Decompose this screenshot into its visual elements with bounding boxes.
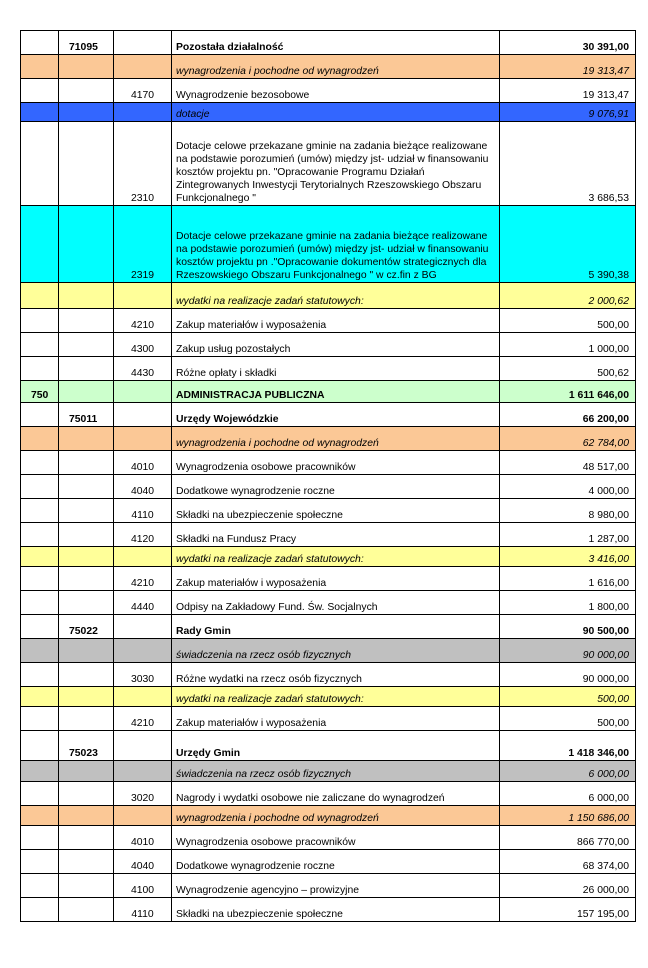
paragraf-cell (114, 403, 172, 427)
opis-cell: Wynagrodzenie agencyjno – prowizyjne (172, 874, 500, 898)
dzial-cell (21, 782, 59, 806)
kwota-cell: 90 000,00 (500, 639, 636, 663)
kwota-cell: 19 313,47 (500, 55, 636, 79)
dzial-cell (21, 333, 59, 357)
kwota-cell: 62 784,00 (500, 427, 636, 451)
table-row (21, 707, 636, 731)
table-row (21, 403, 636, 427)
table-row (21, 874, 636, 898)
rozdzial-cell (59, 591, 114, 615)
paragraf-cell: 2319 (114, 206, 172, 283)
kwota-cell: 2 000,62 (500, 283, 636, 309)
dzial-cell (21, 309, 59, 333)
paragraf-cell: 4040 (114, 475, 172, 499)
table-row (21, 427, 636, 451)
paragraf-cell: 4110 (114, 898, 172, 922)
dzial-cell (21, 615, 59, 639)
kwota-cell: 1 418 346,00 (500, 731, 636, 761)
rozdzial-cell (59, 381, 114, 403)
kwota-cell: 48 517,00 (500, 451, 636, 475)
opis-cell: wydatki na realizacje zadań statutowych: (172, 283, 500, 309)
rozdzial-cell (59, 806, 114, 826)
dzial-cell (21, 687, 59, 707)
dzial-cell (21, 206, 59, 283)
paragraf-cell: 4430 (114, 357, 172, 381)
paragraf-cell (114, 103, 172, 122)
dzial-cell (21, 55, 59, 79)
paragraf-cell (114, 427, 172, 451)
rozdzial-cell (59, 663, 114, 687)
opis-cell: Urzędy Gmin (172, 731, 500, 761)
table-row (21, 663, 636, 687)
table-row (21, 206, 636, 283)
table-row (21, 475, 636, 499)
paragraf-cell (114, 761, 172, 782)
opis-cell: Wynagrodzenie bezosobowe (172, 79, 500, 103)
rozdzial-cell: 75011 (59, 403, 114, 427)
opis-cell: Różne wydatki na rzecz osób fizycznych (172, 663, 500, 687)
kwota-cell: 3 686,53 (500, 122, 636, 206)
rozdzial-cell (59, 79, 114, 103)
dzial-cell (21, 427, 59, 451)
opis-cell: ADMINISTRACJA PUBLICZNA (172, 381, 500, 403)
opis-cell: wydatki na realizacje zadań statutowych: (172, 687, 500, 707)
opis-cell: Różne opłaty i składki (172, 357, 500, 381)
rozdzial-cell (59, 206, 114, 283)
budget-table (20, 30, 636, 922)
rozdzial-cell (59, 523, 114, 547)
opis-cell: Składki na Fundusz Pracy (172, 523, 500, 547)
kwota-cell: 90 000,00 (500, 663, 636, 687)
dzial-cell (21, 639, 59, 663)
dzial-cell (21, 731, 59, 761)
kwota-cell: 26 000,00 (500, 874, 636, 898)
rozdzial-cell (59, 567, 114, 591)
table-row (21, 615, 636, 639)
kwota-cell: 1 616,00 (500, 567, 636, 591)
opis-cell: Rady Gmin (172, 615, 500, 639)
paragraf-cell: 3030 (114, 663, 172, 687)
dzial-cell (21, 475, 59, 499)
paragraf-cell (114, 31, 172, 55)
kwota-cell: 1 150 686,00 (500, 806, 636, 826)
dzial-cell (21, 567, 59, 591)
paragraf-cell: 4300 (114, 333, 172, 357)
table-row (21, 31, 636, 55)
paragraf-cell (114, 615, 172, 639)
opis-cell: świadczenia na rzecz osób fizycznych (172, 639, 500, 663)
paragraf-cell: 3020 (114, 782, 172, 806)
rozdzial-cell (59, 874, 114, 898)
opis-cell: Wynagrodzenia osobowe pracowników (172, 451, 500, 475)
opis-cell: wynagrodzenia i pochodne od wynagrodzeń (172, 55, 500, 79)
budget-table-body (21, 31, 636, 922)
dzial-cell (21, 103, 59, 122)
opis-cell: Dodatkowe wynagrodzenie roczne (172, 850, 500, 874)
table-row (21, 826, 636, 850)
table-row (21, 806, 636, 826)
table-row (21, 283, 636, 309)
table-row (21, 499, 636, 523)
paragraf-cell (114, 381, 172, 403)
kwota-cell: 6 000,00 (500, 761, 636, 782)
table-row (21, 898, 636, 922)
paragraf-cell: 4010 (114, 451, 172, 475)
kwota-cell: 30 391,00 (500, 31, 636, 55)
table-row (21, 122, 636, 206)
rozdzial-cell (59, 898, 114, 922)
kwota-cell: 66 200,00 (500, 403, 636, 427)
rozdzial-cell (59, 451, 114, 475)
table-row (21, 357, 636, 381)
opis-cell: Zakup materiałów i wyposażenia (172, 707, 500, 731)
table-row (21, 451, 636, 475)
paragraf-cell (114, 731, 172, 761)
table-row (21, 79, 636, 103)
dzial-cell (21, 283, 59, 309)
table-row (21, 687, 636, 707)
opis-cell: Składki na ubezpieczenie społeczne (172, 499, 500, 523)
opis-cell: Pozostała działalność (172, 31, 500, 55)
opis-cell: Zakup usług pozostałych (172, 333, 500, 357)
dzial-cell (21, 523, 59, 547)
rozdzial-cell (59, 687, 114, 707)
rozdzial-cell (59, 547, 114, 567)
paragraf-cell (114, 639, 172, 663)
paragraf-cell: 4040 (114, 850, 172, 874)
dzial-cell (21, 806, 59, 826)
opis-cell: Urzędy Wojewódzkie (172, 403, 500, 427)
kwota-cell: 157 195,00 (500, 898, 636, 922)
opis-cell: Wynagrodzenia osobowe pracowników (172, 826, 500, 850)
paragraf-cell: 2310 (114, 122, 172, 206)
dzial-cell (21, 874, 59, 898)
kwota-cell: 866 770,00 (500, 826, 636, 850)
opis-cell: wydatki na realizacje zadań statutowych: (172, 547, 500, 567)
table-row (21, 731, 636, 761)
paragraf-cell: 4170 (114, 79, 172, 103)
rozdzial-cell (59, 639, 114, 663)
dzial-cell (21, 357, 59, 381)
paragraf-cell: 4120 (114, 523, 172, 547)
dzial-cell (21, 707, 59, 731)
dzial-cell (21, 499, 59, 523)
opis-cell: Dotacje celowe przekazane gminie na zadania bieżące realizowane na podstawie porozumień (umów) między jst- udział w finansowaniu kosztów projektu pn. "Opracowanie Programu Działań Zintegrowanych Inwestycji Terytorialnych Rzeszowskiego Obszaru Funkcjonalnego " (172, 122, 500, 206)
kwota-cell: 68 374,00 (500, 850, 636, 874)
rozdzial-cell (59, 475, 114, 499)
paragraf-cell: 4210 (114, 567, 172, 591)
rozdzial-cell: 75022 (59, 615, 114, 639)
opis-cell: Dotacje celowe przekazane gminie na zadania bieżące realizowane na podstawie porozumień (umów) między jst- udział w finansowaniu kosztów projektu pn ."Opracowanie dokumentów strategicznych dla Rzeszowskiego Obszaru Funkcjonalnego " w cz.fin z BG (172, 206, 500, 283)
rozdzial-cell: 71095 (59, 31, 114, 55)
dzial-cell: 750 (21, 381, 59, 403)
rozdzial-cell (59, 850, 114, 874)
dzial-cell (21, 663, 59, 687)
rozdzial-cell (59, 782, 114, 806)
opis-cell: świadczenia na rzecz osób fizycznych (172, 761, 500, 782)
paragraf-cell: 4440 (114, 591, 172, 615)
paragraf-cell (114, 687, 172, 707)
dzial-cell (21, 826, 59, 850)
kwota-cell: 90 500,00 (500, 615, 636, 639)
opis-cell: Nagrody i wydatki osobowe nie zaliczane do wynagrodzeń (172, 782, 500, 806)
dzial-cell (21, 591, 59, 615)
kwota-cell: 1 287,00 (500, 523, 636, 547)
opis-cell: Zakup materiałów i wyposażenia (172, 567, 500, 591)
table-row (21, 567, 636, 591)
paragraf-cell: 4210 (114, 309, 172, 333)
table-row (21, 309, 636, 333)
table-row (21, 381, 636, 403)
kwota-cell: 500,62 (500, 357, 636, 381)
table-row (21, 55, 636, 79)
rozdzial-cell (59, 309, 114, 333)
table-row (21, 850, 636, 874)
table-row (21, 639, 636, 663)
dzial-cell (21, 898, 59, 922)
rozdzial-cell (59, 707, 114, 731)
rozdzial-cell (59, 333, 114, 357)
opis-cell: wynagrodzenia i pochodne od wynagrodzeń (172, 427, 500, 451)
paragraf-cell: 4100 (114, 874, 172, 898)
table-row (21, 782, 636, 806)
dzial-cell (21, 79, 59, 103)
kwota-cell: 1 000,00 (500, 333, 636, 357)
dzial-cell (21, 31, 59, 55)
table-row (21, 761, 636, 782)
kwota-cell: 19 313,47 (500, 79, 636, 103)
dzial-cell (21, 122, 59, 206)
kwota-cell: 4 000,00 (500, 475, 636, 499)
table-row (21, 333, 636, 357)
rozdzial-cell (59, 761, 114, 782)
opis-cell: Dodatkowe wynagrodzenie roczne (172, 475, 500, 499)
rozdzial-cell (59, 103, 114, 122)
table-row (21, 547, 636, 567)
opis-cell: Zakup materiałów i wyposażenia (172, 309, 500, 333)
dzial-cell (21, 547, 59, 567)
paragraf-cell (114, 547, 172, 567)
table-row (21, 591, 636, 615)
kwota-cell: 8 980,00 (500, 499, 636, 523)
table-row (21, 103, 636, 122)
paragraf-cell: 4110 (114, 499, 172, 523)
kwota-cell: 500,00 (500, 309, 636, 333)
dzial-cell (21, 761, 59, 782)
rozdzial-cell (59, 122, 114, 206)
rozdzial-cell (59, 283, 114, 309)
rozdzial-cell (59, 499, 114, 523)
paragraf-cell: 4010 (114, 826, 172, 850)
opis-cell: Składki na ubezpieczenie społeczne (172, 898, 500, 922)
kwota-cell: 9 076,91 (500, 103, 636, 122)
dzial-cell (21, 850, 59, 874)
rozdzial-cell (59, 55, 114, 79)
paragraf-cell (114, 55, 172, 79)
opis-cell: wynagrodzenia i pochodne od wynagrodzeń (172, 806, 500, 826)
paragraf-cell (114, 806, 172, 826)
opis-cell: Odpisy na Zakładowy Fund. Św. Socjalnych (172, 591, 500, 615)
dzial-cell (21, 403, 59, 427)
rozdzial-cell (59, 427, 114, 451)
kwota-cell: 1 611 646,00 (500, 381, 636, 403)
kwota-cell: 500,00 (500, 707, 636, 731)
kwota-cell: 6 000,00 (500, 782, 636, 806)
paragraf-cell (114, 283, 172, 309)
kwota-cell: 5 390,38 (500, 206, 636, 283)
table-row (21, 523, 636, 547)
opis-cell: dotacje (172, 103, 500, 122)
rozdzial-cell (59, 826, 114, 850)
kwota-cell: 1 800,00 (500, 591, 636, 615)
kwota-cell: 500,00 (500, 687, 636, 707)
paragraf-cell: 4210 (114, 707, 172, 731)
dzial-cell (21, 451, 59, 475)
rozdzial-cell: 75023 (59, 731, 114, 761)
kwota-cell: 3 416,00 (500, 547, 636, 567)
rozdzial-cell (59, 357, 114, 381)
